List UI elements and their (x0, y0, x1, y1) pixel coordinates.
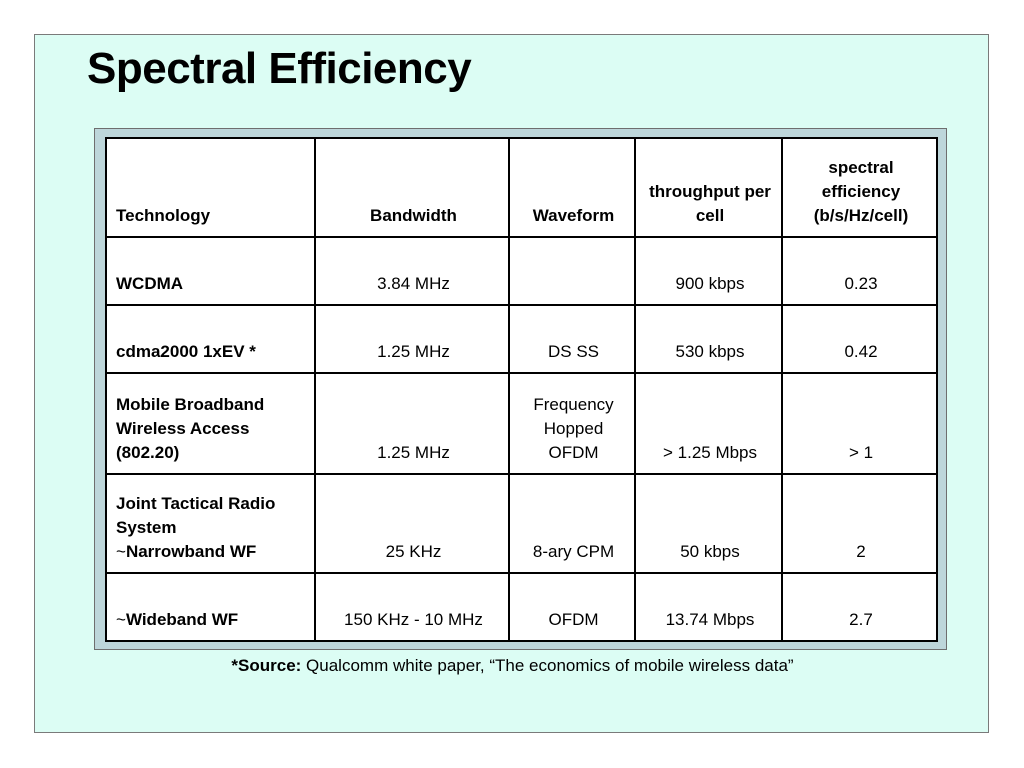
table-frame (94, 128, 947, 650)
cell-throughput: 13.74 Mbps (635, 573, 782, 641)
source-citation (35, 656, 990, 676)
header-waveform: Waveform (509, 138, 635, 237)
cell-waveform: OFDM (509, 573, 635, 641)
cell-efficiency: > 1 (782, 373, 937, 474)
technology-prefix: Joint Tactical Radio System (116, 494, 276, 537)
header-technology: Technology (106, 138, 315, 237)
cell-efficiency: 2 (782, 474, 937, 573)
cell-waveform (509, 237, 635, 305)
cell-technology: Mobile Broadband Wireless Access (802.20) (106, 373, 315, 474)
cell-efficiency: 0.42 (782, 305, 937, 373)
cell-efficiency: 0.23 (782, 237, 937, 305)
cell-technology: WCDMA (106, 237, 315, 305)
cell-throughput: 900 kbps (635, 237, 782, 305)
table-row (106, 474, 937, 573)
source-label: *Source: (231, 656, 302, 675)
cell-technology (106, 573, 315, 641)
source-text: Qualcomm white paper, “The economics of mobile wireless data” (301, 656, 794, 675)
cell-efficiency: 2.7 (782, 573, 937, 641)
cell-bandwidth: 3.84 MHz (315, 237, 509, 305)
cell-bandwidth: 25 KHz (315, 474, 509, 573)
cell-throughput: 530 kbps (635, 305, 782, 373)
header-throughput: throughput per cell (635, 138, 782, 237)
cell-waveform: Frequency Hopped OFDM (509, 373, 635, 474)
cell-throughput: 50 kbps (635, 474, 782, 573)
table-row (106, 237, 937, 305)
cell-bandwidth: 150 KHz - 10 MHz (315, 573, 509, 641)
technology-name: Narrowband WF (125, 542, 257, 561)
slide-title: Spectral Efficiency (87, 44, 472, 93)
table-row (106, 573, 937, 641)
technology-name: Wideband WF (125, 610, 239, 629)
table-row (106, 373, 937, 474)
header-bandwidth: Bandwidth (315, 138, 509, 237)
cell-technology (106, 474, 315, 573)
table-header-row (106, 138, 937, 237)
tilde-mark: ~ (116, 610, 126, 629)
tilde-mark: ~ (116, 542, 126, 561)
cell-technology: cdma2000 1xEV * (106, 305, 315, 373)
cell-bandwidth: 1.25 MHz (315, 305, 509, 373)
table-row (106, 305, 937, 373)
header-spectral-efficiency: spectral efficiency (b/s/Hz/cell) (782, 138, 937, 237)
spectral-efficiency-table (105, 137, 938, 642)
cell-bandwidth: 1.25 MHz (315, 373, 509, 474)
cell-waveform: DS SS (509, 305, 635, 373)
cell-waveform: 8-ary CPM (509, 474, 635, 573)
slide (34, 34, 989, 733)
cell-throughput: > 1.25 Mbps (635, 373, 782, 474)
